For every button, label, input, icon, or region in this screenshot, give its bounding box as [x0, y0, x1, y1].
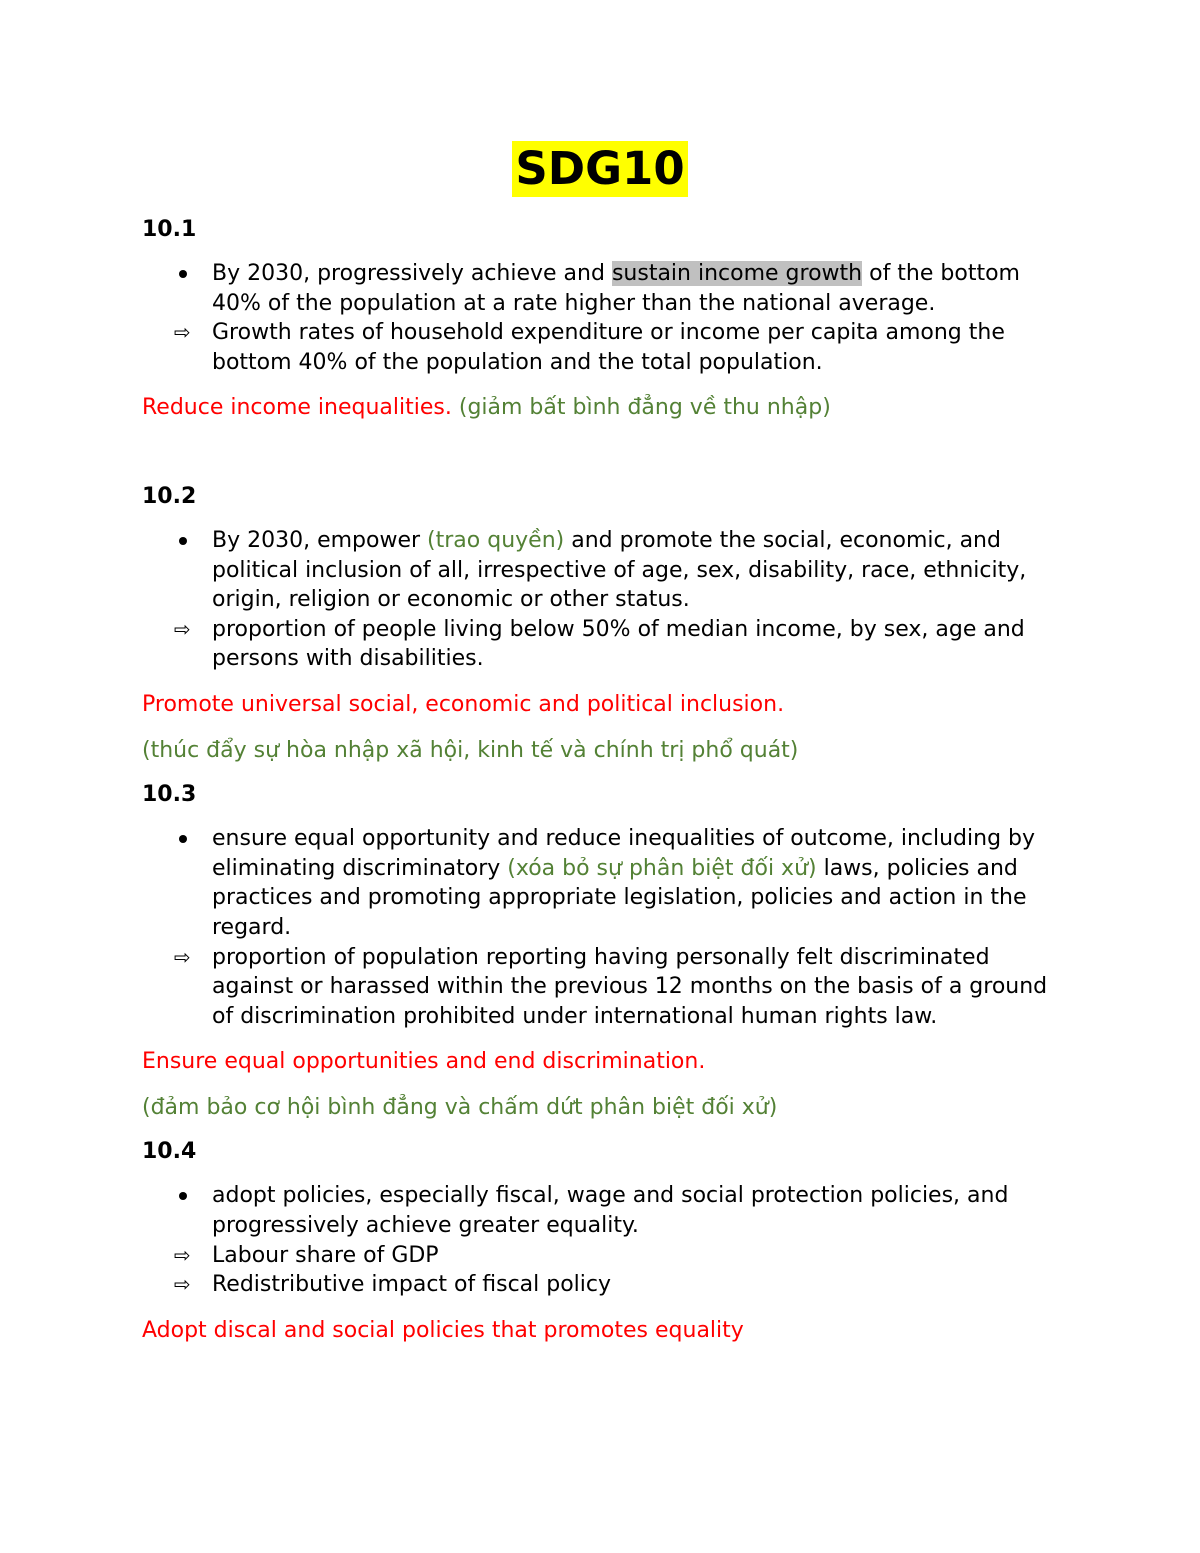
indicator-text: Growth rates of household expenditure or income per capita among the bottom 40% of the population and the total population.: [212, 320, 1005, 375]
bullet-dot-icon: [179, 270, 187, 278]
section-heading: 10.2: [142, 483, 197, 509]
spacer: [142, 1122, 1072, 1136]
section-10-3: [142, 779, 1072, 1122]
bullet-dot-icon: [179, 1192, 187, 1200]
list-item-arrow: [142, 615, 1072, 674]
list-item-bullet: [142, 526, 1072, 615]
summary-english: Reduce income inequalities.: [142, 395, 452, 421]
right-arrow-icon: ⇨: [174, 1242, 191, 1267]
right-arrow-icon: ⇨: [174, 320, 191, 345]
section-10-1: [142, 214, 1072, 423]
target-list: [142, 824, 1072, 1031]
bullet-text: ensure equal opportunity and reduce inequalities of outcome, including by eliminating discriminatory: [212, 826, 1036, 881]
target-list: [142, 1181, 1072, 1299]
section-summary: [142, 393, 1072, 423]
section-10-4: [142, 1136, 1072, 1345]
summary-english: Promote universal social, economic and political inclusion.: [142, 691, 785, 717]
indicator-text: proportion of population reporting having personally felt discriminated against or harassed within the previous 12 months on the basis of a ground of discrimination prohibited under international human rights law.: [212, 944, 1048, 1029]
summary-vietnamese: (thúc đẩy sự hòa nhập xã hội, kinh tế và chính trị phổ quát): [142, 737, 799, 763]
bullet-text: of the bottom 40% of the population at a rate higher than the national average.: [212, 261, 1020, 316]
summary-english: Adopt discal and social policies that promotes equality: [142, 1317, 744, 1343]
bullet-text: laws, policies and practices and promoting appropriate legislation, policies and action in the regard.: [212, 855, 1027, 940]
translation-note: (xóa bỏ sự phân biệt đối xử): [507, 855, 817, 881]
bullet-dot-icon: [179, 835, 187, 843]
list-item-arrow: [142, 943, 1072, 1032]
right-arrow-icon: ⇨: [174, 1272, 191, 1297]
bullet-text: and promote the social, economic, and political inclusion of all, irrespective of age, sex, disability, race, ethnicity, origin, religion or economic or other status.: [212, 527, 1027, 613]
bullet-text: adopt policies, especially fiscal, wage and social protection policies, and progressively achieve greater equality.: [212, 1183, 1009, 1239]
bullet-dot-icon: [179, 537, 187, 545]
section-heading: 10.3: [142, 782, 197, 808]
target-list: [142, 526, 1072, 674]
title-wrap: [0, 141, 1200, 197]
indicator-text: Labour share of GDP: [212, 1242, 439, 1268]
bullet-text: By 2030, progressively achieve and: [212, 261, 612, 286]
list-item-bullet: [142, 259, 1072, 318]
translation-note: (trao quyền): [427, 527, 565, 553]
indicator-text: proportion of people living below 50% of median income, by sex, age and persons with disabilities.: [212, 616, 1025, 672]
right-arrow-icon: ⇨: [174, 944, 191, 969]
document-title: SDG10: [512, 141, 687, 197]
section-10-2: [142, 481, 1072, 765]
summary-english: Ensure equal opportunities and end discrimination.: [142, 1049, 706, 1075]
section-heading: 10.1: [142, 217, 197, 242]
spacer: [142, 423, 1072, 481]
list-item-arrow: [142, 1270, 1072, 1300]
list-item-arrow: [142, 318, 1072, 377]
summary-vietnamese: (giảm bất bình đẳng về thu nhập): [451, 395, 831, 421]
list-item-bullet: [142, 1181, 1072, 1240]
document-content: [142, 214, 1072, 1345]
spacer: [142, 765, 1072, 779]
list-item-bullet: [142, 824, 1072, 942]
summary-vietnamese: (đảm bảo cơ hội bình đẳng và chấm dứt phân biệt đối xử): [142, 1094, 778, 1120]
bullet-text: By 2030, empower: [212, 527, 428, 553]
section-heading: 10.4: [142, 1139, 197, 1165]
highlighted-text: sustain income growth: [611, 261, 863, 286]
right-arrow-icon: ⇨: [174, 616, 191, 641]
list-item-arrow: [142, 1241, 1072, 1271]
indicator-text: Redistributive impact of fiscal policy: [212, 1272, 612, 1298]
target-list: [142, 259, 1072, 377]
